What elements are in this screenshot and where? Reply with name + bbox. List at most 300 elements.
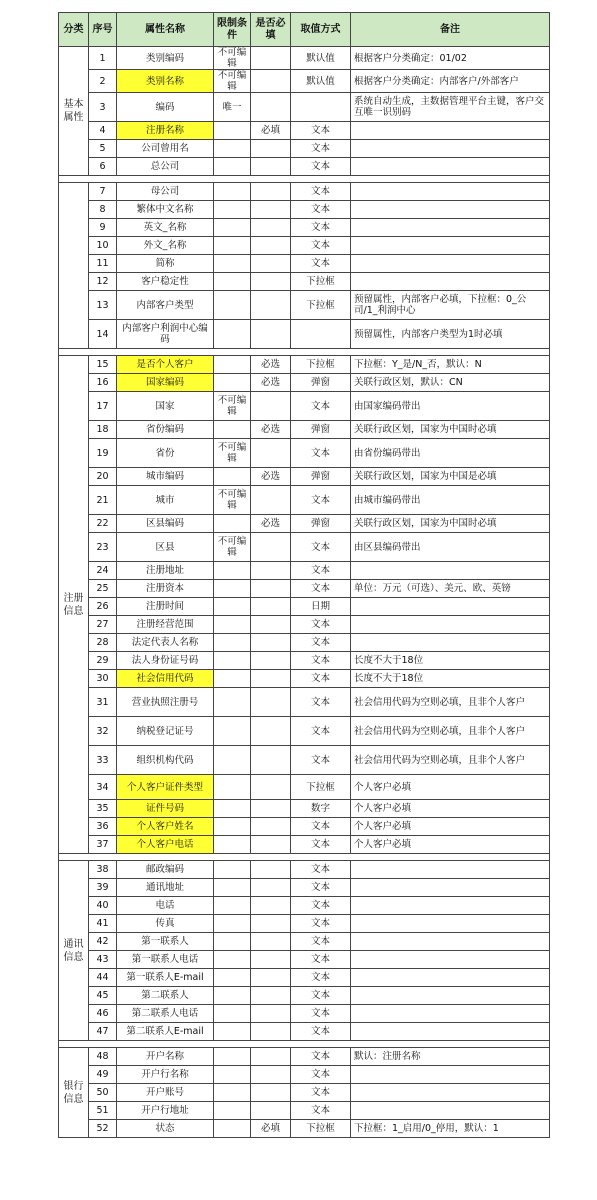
note-cell: 由国家编码带出	[351, 392, 550, 421]
table-row	[59, 688, 550, 717]
note-cell	[351, 255, 550, 273]
required-cell	[251, 183, 291, 201]
table-row	[59, 237, 550, 255]
name-cell: 第二联系人E-mail	[117, 1023, 214, 1041]
index-cell: 29	[89, 652, 117, 670]
index-cell: 45	[89, 987, 117, 1005]
category-cell: 银行信息	[59, 1048, 89, 1138]
method-cell: 弹窗	[291, 421, 351, 439]
name-cell: 电话	[117, 897, 214, 915]
table-row	[59, 158, 550, 176]
index-cell: 44	[89, 969, 117, 987]
required-cell	[251, 670, 291, 688]
note-cell: 由区县编码带出	[351, 533, 550, 562]
required-cell	[251, 1084, 291, 1102]
method-cell: 下拉框	[291, 291, 351, 320]
header-name: 属性名称	[117, 13, 214, 47]
index-cell: 39	[89, 879, 117, 897]
index-cell: 20	[89, 468, 117, 486]
required-cell	[251, 486, 291, 515]
table-row	[59, 836, 550, 854]
index-cell: 43	[89, 951, 117, 969]
name-cell: 传真	[117, 915, 214, 933]
table-row	[59, 374, 550, 392]
required-cell	[251, 439, 291, 468]
restriction-cell: 不可编辑	[214, 439, 251, 468]
method-cell: 数字	[291, 800, 351, 818]
restriction-cell	[214, 717, 251, 746]
restriction-cell	[214, 1048, 251, 1066]
restriction-cell	[214, 468, 251, 486]
index-cell: 11	[89, 255, 117, 273]
note-cell: 根据客户分类确定：内部客户/外部客户	[351, 70, 550, 93]
name-cell: 邮政编码	[117, 861, 214, 879]
name-cell: 个人客户证件类型	[117, 775, 214, 800]
index-cell: 47	[89, 1023, 117, 1041]
required-cell	[251, 580, 291, 598]
restriction-cell	[214, 158, 251, 176]
note-cell: 下拉框：Y_是/N_否，默认：N	[351, 356, 550, 374]
name-cell: 总公司	[117, 158, 214, 176]
restriction-cell	[214, 201, 251, 219]
table-row	[59, 183, 550, 201]
name-cell: 简称	[117, 255, 214, 273]
restriction-cell	[214, 562, 251, 580]
index-cell: 41	[89, 915, 117, 933]
table-row	[59, 1066, 550, 1084]
restriction-cell: 不可编辑	[214, 533, 251, 562]
method-cell: 文本	[291, 915, 351, 933]
restriction-cell	[214, 1023, 251, 1041]
note-cell	[351, 987, 550, 1005]
table-row	[59, 515, 550, 533]
restriction-cell	[214, 670, 251, 688]
note-cell	[351, 1066, 550, 1084]
method-cell: 文本	[291, 879, 351, 897]
table-row	[59, 140, 550, 158]
index-cell: 38	[89, 861, 117, 879]
restriction-cell	[214, 987, 251, 1005]
table-row	[59, 486, 550, 515]
method-cell: 文本	[291, 201, 351, 219]
group-spacer	[59, 1041, 550, 1048]
index-cell: 46	[89, 1005, 117, 1023]
index-cell: 30	[89, 670, 117, 688]
restriction-cell	[214, 515, 251, 533]
table-row	[59, 439, 550, 468]
table-row	[59, 879, 550, 897]
note-cell	[351, 140, 550, 158]
method-cell: 默认值	[291, 70, 351, 93]
method-cell: 下拉框	[291, 775, 351, 800]
table-row	[59, 291, 550, 320]
name-cell: 编码	[117, 93, 214, 122]
index-cell: 15	[89, 356, 117, 374]
name-cell: 状态	[117, 1120, 214, 1138]
name-cell: 通讯地址	[117, 879, 214, 897]
note-cell	[351, 219, 550, 237]
method-cell: 弹窗	[291, 468, 351, 486]
table-row	[59, 616, 550, 634]
required-cell: 必选	[251, 421, 291, 439]
method-cell: 文本	[291, 122, 351, 140]
restriction-cell	[214, 122, 251, 140]
table-row	[59, 356, 550, 374]
note-cell: 根据客户分类确定：01/02	[351, 47, 550, 70]
name-cell: 组织机构代码	[117, 746, 214, 775]
method-cell: 文本	[291, 255, 351, 273]
name-cell: 繁体中文名称	[117, 201, 214, 219]
required-cell	[251, 652, 291, 670]
note-cell	[351, 933, 550, 951]
table-row	[59, 1102, 550, 1120]
name-cell: 个人客户电话	[117, 836, 214, 854]
required-cell	[251, 933, 291, 951]
name-cell: 英文_名称	[117, 219, 214, 237]
note-cell: 关联行政区划，国家为中国是必填	[351, 468, 550, 486]
required-cell	[251, 616, 291, 634]
index-cell: 5	[89, 140, 117, 158]
table-row	[59, 392, 550, 421]
name-cell: 省份编码	[117, 421, 214, 439]
index-cell: 4	[89, 122, 117, 140]
required-cell	[251, 255, 291, 273]
method-cell: 文本	[291, 237, 351, 255]
restriction-cell	[214, 652, 251, 670]
name-cell: 注册时间	[117, 598, 214, 616]
required-cell	[251, 818, 291, 836]
group-spacer	[59, 176, 550, 183]
restriction-cell	[214, 897, 251, 915]
required-cell	[251, 800, 291, 818]
name-cell: 证件号码	[117, 800, 214, 818]
index-cell: 3	[89, 93, 117, 122]
required-cell: 必选	[251, 515, 291, 533]
name-cell: 区县	[117, 533, 214, 562]
table-row	[59, 717, 550, 746]
table-row	[59, 951, 550, 969]
restriction-cell	[214, 746, 251, 775]
required-cell	[251, 775, 291, 800]
index-cell: 28	[89, 634, 117, 652]
table-row	[59, 533, 550, 562]
table-row	[59, 93, 550, 122]
table-row	[59, 320, 550, 349]
restriction-cell	[214, 219, 251, 237]
method-cell: 下拉框	[291, 1120, 351, 1138]
name-cell: 法人身份证号码	[117, 652, 214, 670]
required-cell	[251, 237, 291, 255]
header-required: 是否必填	[251, 13, 291, 47]
required-cell: 必填	[251, 122, 291, 140]
method-cell: 文本	[291, 219, 351, 237]
table-row	[59, 775, 550, 800]
method-cell: 文本	[291, 987, 351, 1005]
method-cell: 文本	[291, 969, 351, 987]
table-row	[59, 468, 550, 486]
note-cell: 长度不大于18位	[351, 652, 550, 670]
name-cell: 外文_名称	[117, 237, 214, 255]
method-cell: 弹窗	[291, 515, 351, 533]
name-cell: 第一联系人电话	[117, 951, 214, 969]
restriction-cell	[214, 1120, 251, 1138]
index-cell: 19	[89, 439, 117, 468]
restriction-cell	[214, 374, 251, 392]
table-row	[59, 598, 550, 616]
method-cell	[291, 93, 351, 122]
name-cell: 开户行地址	[117, 1102, 214, 1120]
method-cell: 文本	[291, 580, 351, 598]
index-cell: 50	[89, 1084, 117, 1102]
index-cell: 22	[89, 515, 117, 533]
note-cell	[351, 951, 550, 969]
table-row	[59, 273, 550, 291]
group-spacer	[59, 854, 550, 861]
table-row	[59, 1005, 550, 1023]
name-cell: 第二联系人	[117, 987, 214, 1005]
table-row	[59, 987, 550, 1005]
required-cell	[251, 47, 291, 70]
note-cell	[351, 158, 550, 176]
required-cell	[251, 915, 291, 933]
required-cell: 必填	[251, 1120, 291, 1138]
name-cell: 城市编码	[117, 468, 214, 486]
table-row	[59, 670, 550, 688]
note-cell	[351, 915, 550, 933]
method-cell: 文本	[291, 439, 351, 468]
index-cell: 31	[89, 688, 117, 717]
method-cell: 文本	[291, 1005, 351, 1023]
required-cell	[251, 158, 291, 176]
restriction-cell: 不可编辑	[214, 486, 251, 515]
name-cell: 第一联系人E-mail	[117, 969, 214, 987]
note-cell	[351, 562, 550, 580]
method-cell: 文本	[291, 634, 351, 652]
note-cell	[351, 201, 550, 219]
restriction-cell: 不可编辑	[214, 392, 251, 421]
restriction-cell	[214, 775, 251, 800]
required-cell	[251, 1005, 291, 1023]
table-row	[59, 746, 550, 775]
required-cell	[251, 1023, 291, 1041]
index-cell: 1	[89, 47, 117, 70]
note-cell: 社会信用代码为空则必填，且非个人客户	[351, 717, 550, 746]
required-cell	[251, 140, 291, 158]
table-row	[59, 861, 550, 879]
index-cell: 51	[89, 1102, 117, 1120]
name-cell: 母公司	[117, 183, 214, 201]
restriction-cell	[214, 879, 251, 897]
category-cell: 注册信息	[59, 356, 89, 854]
name-cell: 国家编码	[117, 374, 214, 392]
method-cell: 文本	[291, 392, 351, 421]
index-cell: 12	[89, 273, 117, 291]
method-cell: 文本	[291, 933, 351, 951]
method-cell: 日期	[291, 598, 351, 616]
restriction-cell	[214, 634, 251, 652]
restriction-cell	[214, 237, 251, 255]
note-cell: 关联行政区划，默认：CN	[351, 374, 550, 392]
method-cell: 弹窗	[291, 374, 351, 392]
required-cell	[251, 746, 291, 775]
restriction-cell	[214, 421, 251, 439]
category-cell: 通讯信息	[59, 861, 89, 1041]
note-cell	[351, 969, 550, 987]
method-cell: 下拉框	[291, 273, 351, 291]
note-cell	[351, 1005, 550, 1023]
index-cell: 35	[89, 800, 117, 818]
index-cell: 52	[89, 1120, 117, 1138]
name-cell: 注册名称	[117, 122, 214, 140]
restriction-cell	[214, 183, 251, 201]
required-cell	[251, 1048, 291, 1066]
index-cell: 16	[89, 374, 117, 392]
note-cell	[351, 1023, 550, 1041]
restriction-cell	[214, 915, 251, 933]
table-row	[59, 421, 550, 439]
name-cell: 客户稳定性	[117, 273, 214, 291]
required-cell	[251, 688, 291, 717]
name-cell: 是否个人客户	[117, 356, 214, 374]
required-cell	[251, 951, 291, 969]
method-cell: 文本	[291, 861, 351, 879]
restriction-cell: 不可编辑	[214, 47, 251, 70]
required-cell	[251, 93, 291, 122]
restriction-cell	[214, 861, 251, 879]
table-row	[59, 969, 550, 987]
note-cell: 关联行政区划，国家为中国时必填	[351, 421, 550, 439]
note-cell	[351, 598, 550, 616]
name-cell: 内部客户类型	[117, 291, 214, 320]
group-spacer	[59, 349, 550, 356]
table-row	[59, 219, 550, 237]
method-cell	[291, 320, 351, 349]
index-cell: 9	[89, 219, 117, 237]
index-cell: 18	[89, 421, 117, 439]
required-cell	[251, 320, 291, 349]
required-cell	[251, 392, 291, 421]
table-row	[59, 800, 550, 818]
note-cell	[351, 183, 550, 201]
index-cell: 23	[89, 533, 117, 562]
name-cell: 区县编码	[117, 515, 214, 533]
required-cell	[251, 562, 291, 580]
required-cell	[251, 897, 291, 915]
method-cell: 文本	[291, 818, 351, 836]
note-cell: 由省份编码带出	[351, 439, 550, 468]
restriction-cell	[214, 836, 251, 854]
required-cell: 必选	[251, 356, 291, 374]
required-cell	[251, 219, 291, 237]
header-index: 序号	[89, 13, 117, 47]
index-cell: 8	[89, 201, 117, 219]
header-category: 分类	[59, 13, 89, 47]
table-row	[59, 580, 550, 598]
name-cell: 省份	[117, 439, 214, 468]
name-cell: 注册地址	[117, 562, 214, 580]
restriction-cell	[214, 1102, 251, 1120]
index-cell: 37	[89, 836, 117, 854]
name-cell: 法定代表人名称	[117, 634, 214, 652]
attribute-table	[58, 12, 550, 1138]
index-cell: 34	[89, 775, 117, 800]
table-row	[59, 652, 550, 670]
name-cell: 类别编码	[117, 47, 214, 70]
table-row	[59, 47, 550, 70]
note-cell: 系统自动生成，主数据管理平台主键，客户交互唯一识别码	[351, 93, 550, 122]
note-cell	[351, 634, 550, 652]
method-cell: 文本	[291, 1048, 351, 1066]
table-row	[59, 255, 550, 273]
table-row	[59, 634, 550, 652]
table-row	[59, 1120, 550, 1138]
required-cell	[251, 969, 291, 987]
method-cell: 文本	[291, 1084, 351, 1102]
note-cell: 个人客户必填	[351, 818, 550, 836]
name-cell: 国家	[117, 392, 214, 421]
attribute-table-container	[58, 12, 550, 1138]
restriction-cell	[214, 951, 251, 969]
method-cell: 文本	[291, 183, 351, 201]
method-cell: 文本	[291, 140, 351, 158]
method-cell: 文本	[291, 717, 351, 746]
table-row	[59, 70, 550, 93]
name-cell: 内部客户利润中心编码	[117, 320, 214, 349]
index-cell: 10	[89, 237, 117, 255]
restriction-cell	[214, 1005, 251, 1023]
index-cell: 2	[89, 70, 117, 93]
note-cell: 个人客户必填	[351, 775, 550, 800]
index-cell: 21	[89, 486, 117, 515]
restriction-cell	[214, 616, 251, 634]
note-cell: 由城市编码带出	[351, 486, 550, 515]
name-cell: 注册资本	[117, 580, 214, 598]
method-cell: 文本	[291, 897, 351, 915]
note-cell	[351, 237, 550, 255]
restriction-cell	[214, 1084, 251, 1102]
required-cell	[251, 861, 291, 879]
name-cell: 公司曾用名	[117, 140, 214, 158]
restriction-cell	[214, 255, 251, 273]
restriction-cell	[214, 273, 251, 291]
method-cell: 文本	[291, 1066, 351, 1084]
index-cell: 24	[89, 562, 117, 580]
note-cell: 社会信用代码为空则必填，且非个人客户	[351, 746, 550, 775]
index-cell: 33	[89, 746, 117, 775]
required-cell	[251, 1102, 291, 1120]
note-cell: 预留属性，内部客户必填，下拉框：0_公司/1_利润中心	[351, 291, 550, 320]
required-cell	[251, 598, 291, 616]
header-method: 取值方式	[291, 13, 351, 47]
category-cell	[59, 183, 89, 349]
table-row	[59, 915, 550, 933]
method-cell: 文本	[291, 158, 351, 176]
table-row	[59, 1084, 550, 1102]
note-cell: 社会信用代码为空则必填，且非个人客户	[351, 688, 550, 717]
header-restriction: 限制条件	[214, 13, 251, 47]
name-cell: 社会信用代码	[117, 670, 214, 688]
header-note: 备注	[351, 13, 550, 47]
name-cell: 注册经营范围	[117, 616, 214, 634]
table-row	[59, 933, 550, 951]
restriction-cell	[214, 140, 251, 158]
method-cell: 文本	[291, 670, 351, 688]
note-cell: 下拉框：1_启用/0_停用，默认：1	[351, 1120, 550, 1138]
index-cell: 48	[89, 1048, 117, 1066]
note-cell: 长度不大于18位	[351, 670, 550, 688]
name-cell: 开户账号	[117, 1084, 214, 1102]
restriction-cell	[214, 688, 251, 717]
